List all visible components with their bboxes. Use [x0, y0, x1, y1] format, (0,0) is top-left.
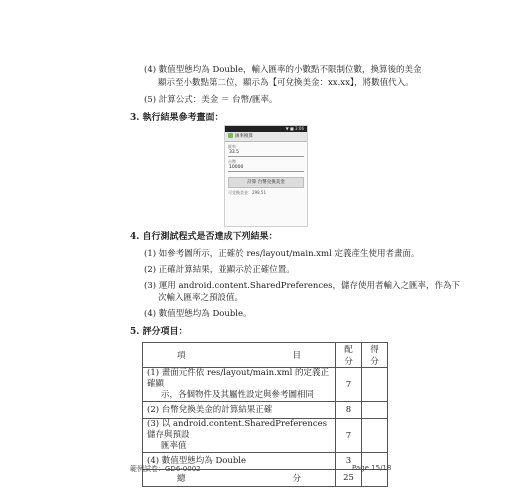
item-number: (1) [144, 249, 157, 259]
row-points: 8 [336, 402, 362, 419]
footer-page-number: Page 15/18 [352, 464, 392, 472]
section-number: 4. [130, 232, 140, 242]
item-number: (4) [144, 309, 157, 319]
table-row [143, 419, 388, 453]
item-text: 數值型態均為 Double，輸入匯率的小數點不限制位數，換算後的美金 [158, 65, 422, 75]
row-item-line1: (4) 數值型態均為 Double [147, 455, 247, 466]
intro-item-5 [144, 94, 278, 106]
check-item-2 [144, 264, 295, 276]
item-number: (3) [144, 281, 157, 291]
row-score [362, 402, 388, 419]
table-header-row [143, 343, 388, 368]
total-label-a: 總 [177, 474, 186, 484]
header-item-a: 項 [177, 351, 186, 361]
section-title: 自行測試程式是否達成下列結果： [142, 232, 278, 242]
rate-input: 33.5 [228, 149, 304, 157]
header-score: 得 分 [362, 343, 388, 368]
intro-item-4-cont: 顯示至小數點第二位，顯示為【可兌換美金：xx.xx】，將數值代入。 [158, 78, 414, 88]
item-text: 數值型態均為 Double。 [158, 309, 252, 319]
app-screenshot [224, 125, 308, 227]
section-4-heading [130, 231, 278, 243]
section-title: 執行結果參考畫面： [142, 113, 224, 123]
section-5-heading [130, 326, 188, 338]
row-item [143, 368, 336, 402]
section-title: 評分項目： [142, 327, 188, 337]
row-item-line1: (1) 畫面元件依 res/layout/main.xml 的定義正確顯 [147, 368, 330, 389]
header-item-b: 目 [292, 351, 301, 361]
check-item-1 [144, 248, 420, 260]
app-title-bar [225, 132, 307, 142]
row-points: 3 [336, 453, 362, 470]
row-item [143, 402, 336, 419]
item-text: 如參考圖所示，正確於 res/layout/main.xml 定義產生使用者畫面。 [158, 249, 420, 259]
item-text: 運用 android.content.SharedPreferences，儲存使用者輸入之匯率，作為下 [158, 281, 460, 291]
total-points: 25 [336, 470, 362, 487]
header-item [143, 343, 336, 368]
table-row [143, 402, 388, 419]
total-score [362, 470, 388, 487]
item-number: (4) [144, 65, 157, 75]
section-number: 5. [130, 327, 140, 337]
row-item-line1: (3) 以 android.content.SharedPreferences 儲存與預設 [147, 419, 327, 440]
twd-label: 台幣 [228, 159, 236, 164]
row-score [362, 419, 388, 453]
item-number: (2) [144, 265, 157, 275]
result-text: 可兌換美金：298.51 [228, 190, 266, 195]
footer-exam-id: 範例試卷：GD6-0002 [130, 465, 201, 473]
row-points: 7 [336, 419, 362, 453]
total-label-b: 分 [292, 474, 301, 484]
app-title: 匯率換算 [235, 134, 253, 139]
row-item-line2: 示，各個物件及其屬性設定與參考圖相同 [161, 390, 315, 400]
intro-item-4 [144, 64, 422, 76]
check-item-3-cont: 次輸入匯率之預設值。 [158, 293, 244, 303]
item-number: (5) [144, 95, 157, 105]
rate-label: 匯率 [228, 144, 236, 149]
row-item [143, 419, 336, 453]
row-score [362, 368, 388, 402]
item-text: 計算公式：美金 ＝ 台幣/匯率。 [158, 95, 278, 105]
row-item-line2: 匯率值 [161, 441, 187, 451]
calculate-button: 計算 台幣兌換美金 [228, 177, 304, 188]
section-3-heading [130, 112, 224, 124]
twd-input: 10000 [228, 164, 304, 172]
check-item-3 [144, 280, 460, 292]
table-row [143, 368, 388, 402]
android-app-icon [228, 133, 233, 138]
check-item-4 [144, 308, 252, 320]
status-bar: ▼ ■ 3:06 [225, 126, 307, 132]
row-item-line1: (2) 台幣兌換美金的計算結果正確 [147, 404, 273, 415]
section-number: 3. [130, 113, 140, 123]
header-points: 配 分 [336, 343, 362, 368]
item-text: 正確計算結果，並顯示於正確位置。 [158, 265, 295, 275]
row-points: 7 [336, 368, 362, 402]
